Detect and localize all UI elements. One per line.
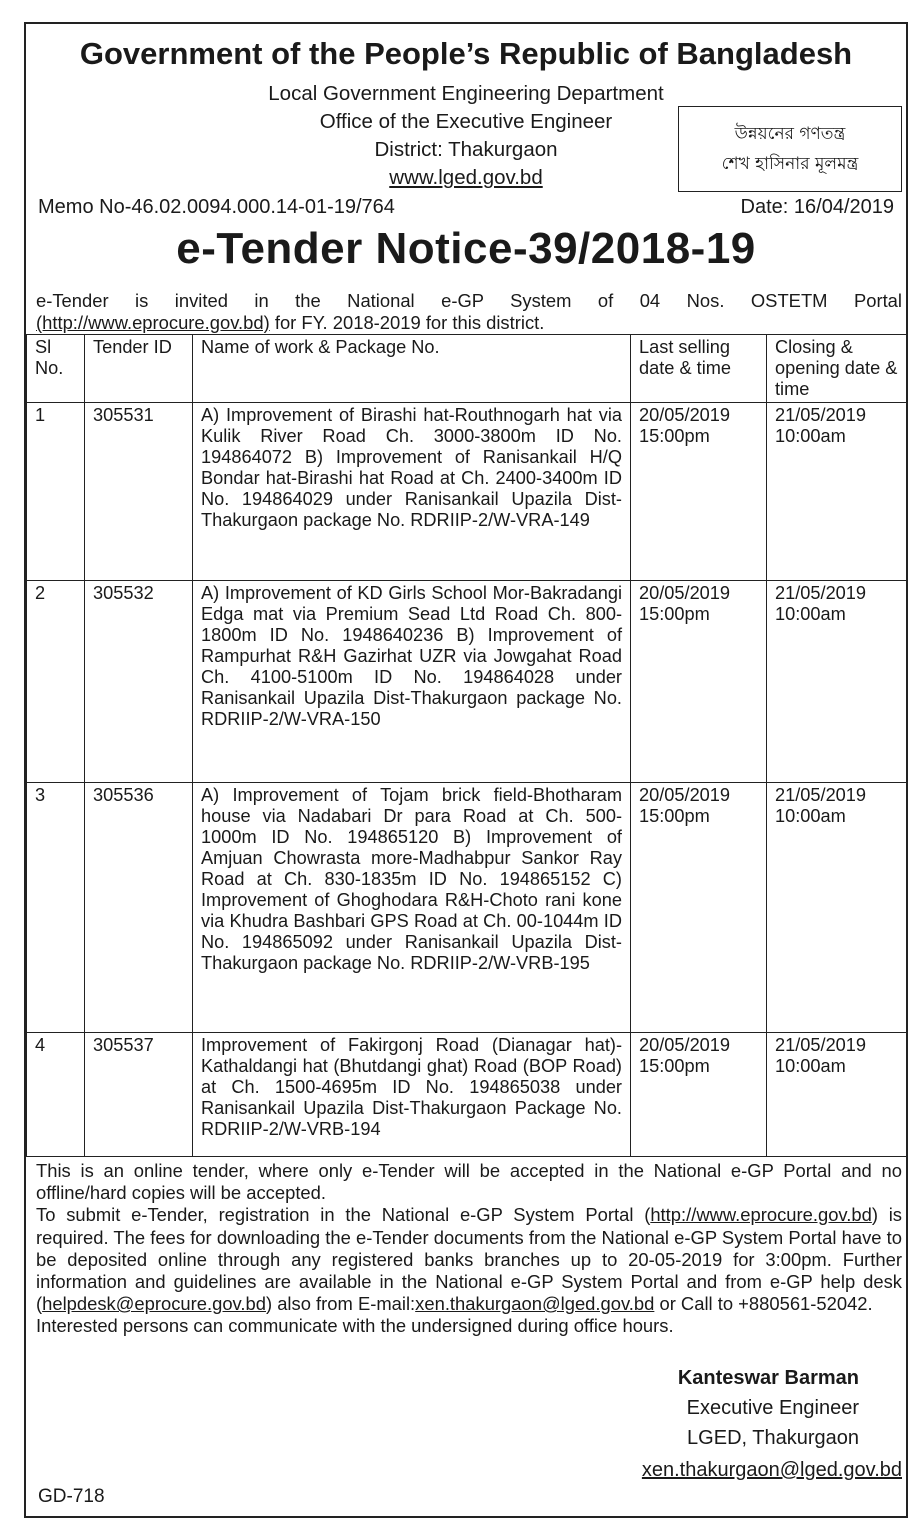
table-header-row bbox=[27, 335, 907, 403]
website-link[interactable]: www.lged.gov.bd bbox=[389, 166, 543, 189]
cell-sl: 1 bbox=[27, 403, 85, 581]
terms-paragraph-1: This is an online tender, where only e-Tender will be accepted in the National e-GP Portal and no offline/hard copies will be accepted. bbox=[36, 1160, 902, 1204]
slogan-line-2: শেখ হাসিনার মূলমন্ত্র bbox=[721, 154, 859, 174]
closing-date: 21/05/2019 bbox=[775, 785, 867, 805]
last-selling-time: 15:00pm bbox=[639, 604, 710, 624]
last-selling-time: 15:00pm bbox=[639, 1056, 710, 1076]
table-row bbox=[27, 1033, 907, 1157]
cell-last-selling bbox=[631, 1033, 767, 1157]
cell-last-selling bbox=[631, 403, 767, 581]
cell-closing bbox=[767, 1033, 907, 1157]
tender-table bbox=[26, 334, 907, 1157]
closing-time: 10:00am bbox=[775, 1056, 846, 1076]
office-name: Office of the Executive Engineer bbox=[319, 110, 613, 133]
terms-text: ) also from E-mail: bbox=[265, 1293, 416, 1315]
signatory-title: Executive Engineer bbox=[686, 1397, 859, 1419]
cell-closing bbox=[767, 403, 907, 581]
last-selling-time: 15:00pm bbox=[639, 806, 710, 826]
intro-text: e-Tender is invited in the National e-GP System of 04 Nos. OSTETM Portal bbox=[36, 290, 902, 311]
xen-email-link[interactable]: xen.thakurgaon@lged.gov.bd bbox=[415, 1293, 655, 1315]
last-selling-date: 20/05/2019 bbox=[639, 1035, 731, 1055]
cell-work: Improvement of Fakirgonj Road (Dianagar hat)-Kathaldangi hat (Bhutdangi ghat) Road (BOP Road) at Ch. 1500-4695m ID No. 194865038 under Ranisankail Upazila Dist-Thakurgaon Package No. RDRIIP-2/W-VRB-194 bbox=[193, 1033, 631, 1157]
cell-work: A) Improvement of Birashi hat-Routhnogarh hat via Kulik River Road Ch. 3000-3800m ID No. 194864072 B) Improvement of Ranisankail H/Q Bondar hat-Birashi hat Road at Ch. 2400-3400m ID No. 194864029 under Ranisankail Upazila Dist-Thakurgaon package No. RDRIIP-2/W-VRA-149 bbox=[193, 403, 631, 581]
slogan-line-1: উন্নয়নের গণতন্ত্র bbox=[734, 124, 846, 144]
last-selling-date: 20/05/2019 bbox=[639, 785, 731, 805]
terms-text: To submit e-Tender, registration in the National e-GP System Portal ( bbox=[36, 1204, 651, 1226]
eprocure-link[interactable]: (http://www.eprocure.gov.bd) bbox=[36, 312, 270, 333]
cell-last-selling bbox=[631, 783, 767, 1033]
slogan-box bbox=[678, 106, 902, 192]
closing-date: 21/05/2019 bbox=[775, 1035, 867, 1055]
terms-text: ) is required. The fees for downloading the e-Tender documents from the National e-GP System Portal have to be deposited online through any registered banks branches up to 20-05-2019 for 3:00pm. Further information and guidelines are available in the National e-GP System Portal and from e-GP help desk ( bbox=[36, 1204, 902, 1315]
terms-paragraph-2 bbox=[36, 1204, 902, 1315]
header-sl: Sl No. bbox=[27, 335, 85, 403]
header-tender-id: Tender ID bbox=[85, 335, 193, 403]
terms-text: or Call to +880561-52042. bbox=[654, 1293, 873, 1315]
cell-closing bbox=[767, 581, 907, 783]
department-name: Local Government Engineering Department bbox=[268, 82, 664, 105]
helpdesk-email-link[interactable]: helpdesk@eprocure.gov.bd bbox=[42, 1293, 266, 1315]
closing-time: 10:00am bbox=[775, 604, 846, 624]
signatory-name: Kanteswar Barman bbox=[677, 1367, 859, 1389]
cell-tender-id: 305531 bbox=[85, 403, 193, 581]
closing-date: 21/05/2019 bbox=[775, 583, 867, 603]
cell-tender-id: 305536 bbox=[85, 783, 193, 1033]
header-last-selling: Last selling date & time bbox=[631, 335, 767, 403]
cell-closing bbox=[767, 783, 907, 1033]
closing-time: 10:00am bbox=[775, 806, 846, 826]
signatory-org: LGED, Thakurgaon bbox=[687, 1427, 859, 1449]
gd-number: GD-718 bbox=[38, 1486, 105, 1507]
terms-section bbox=[36, 1160, 902, 1338]
table-row bbox=[27, 581, 907, 783]
last-selling-date: 20/05/2019 bbox=[639, 405, 731, 425]
intro-text-rest: for FY. 2018-2019 for this district. bbox=[269, 312, 545, 333]
cell-sl: 4 bbox=[27, 1033, 85, 1157]
terms-paragraph-3: Interested persons can communicate with the undersigned during office hours. bbox=[36, 1315, 674, 1337]
government-title: Government of the People’s Republic of Bangladesh bbox=[79, 36, 853, 71]
last-selling-time: 15:00pm bbox=[639, 426, 710, 446]
cell-tender-id: 305537 bbox=[85, 1033, 193, 1157]
memo-number: Memo No-46.02.0094.000.14-01-19/764 bbox=[38, 196, 395, 218]
table-row bbox=[27, 403, 907, 581]
tender-notice-page bbox=[24, 22, 908, 1518]
cell-sl: 3 bbox=[27, 783, 85, 1033]
signatory-email-link[interactable]: xen.thakurgaon@lged.gov.bd bbox=[641, 1459, 902, 1481]
cell-work: A) Improvement of KD Girls School Mor-Bakradangi Edga mat via Premium Sead Ltd Road Ch. 800-1800m ID No. 1948640236 B) Improvement of Rampurhat R&H Gazirhat UZR via Jowgahat Road Ch. 4100-5100m ID No. 194864028 under Ranisankail Upazila Dist-Thakurgaon package No. RDRIIP-2/W-VRA-150 bbox=[193, 581, 631, 783]
cell-work: A) Improvement of Tojam brick field-Bhotharam house via Nadabari Dr para Road at Ch. 500-1000m ID No. 194865120 B) Improvement of Amjuan Chowrasta more-Madhabpur Sankor Ray Road at Ch. 830-1835m ID No. 194865152 C) Improvement of Ghoghodara R&H-Choto rani kone via Khudra Bashbari GPS Road at Ch. 00-1044m ID No. 194865092 under Ranisankail Upazila Dist-Thakurgaon package No. RDRIIP-2/W-VRB-195 bbox=[193, 783, 631, 1033]
eprocure-portal-link[interactable]: http://www.eprocure.gov.bd bbox=[650, 1204, 872, 1226]
intro-line-2 bbox=[36, 312, 544, 334]
notice-title: e-Tender Notice-39/2018-19 bbox=[176, 224, 756, 273]
cell-tender-id: 305532 bbox=[85, 581, 193, 783]
closing-time: 10:00am bbox=[775, 426, 846, 446]
notice-date: Date: 16/04/2019 bbox=[740, 196, 894, 218]
cell-last-selling bbox=[631, 581, 767, 783]
table-row bbox=[27, 783, 907, 1033]
last-selling-date: 20/05/2019 bbox=[639, 583, 731, 603]
header-name-of-work: Name of work & Package No. bbox=[193, 335, 631, 403]
header-closing: Closing & opening date & time bbox=[767, 335, 907, 403]
district-name: District: Thakurgaon bbox=[374, 138, 558, 161]
cell-sl: 2 bbox=[27, 581, 85, 783]
intro-line-1 bbox=[36, 290, 902, 311]
closing-date: 21/05/2019 bbox=[775, 405, 867, 425]
